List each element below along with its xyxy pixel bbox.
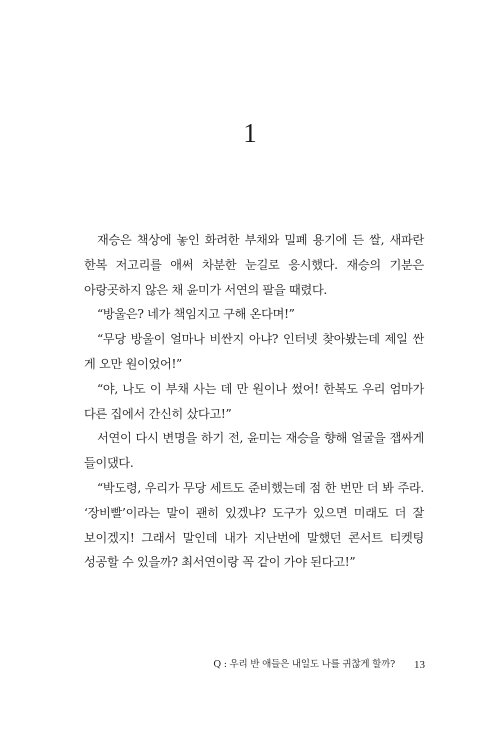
paragraph: 서연이 다시 변명을 하기 전, 윤미는 재승을 향해 얼굴을 잽싸게 들이댔다. xyxy=(84,431,424,471)
chapter-number: 1 xyxy=(243,118,257,148)
paragraph: “방울은? 네가 책임지고 구해 온다며!” xyxy=(97,307,295,322)
paragraph: “무당 방울이 얼마나 비싼지 아냐? 인터넷 찾아봤는데 제일 싼 게 오만 원이었어!” xyxy=(84,332,424,371)
body-text xyxy=(84,228,424,575)
page-number: 13 xyxy=(414,659,425,671)
paragraph: 재승은 책상에 놓인 화려한 부채와 밀폐 용기에 든 쌀, 새파란 한복 저고리를 애써 차분한 눈길로 응시했다. 재승의 기분은 아랑곳하지 않은 채 윤미가 서연의 팔을 때렸다. xyxy=(84,233,424,297)
paragraph: “야, 나도 이 부채 사는 데 만 원이나 썼어! 한복도 우리 엄마가 다른 집에서 간신히 샀다고!” xyxy=(84,381,424,421)
page-footer xyxy=(0,657,425,673)
running-head: Q : 우리 반 애들은 내일도 나를 귀찮게 할까? xyxy=(213,659,395,670)
paragraph: “박도령, 우리가 무당 세트도 준비했는데 점 한 번만 더 봐 주라. ‘장비빨’이라는 말이 괜히 있겠냐? 도구가 있으면 미래도 더 잘 보이겠지! 그래서 말인데 내가 지난번에 말했던 콘서트 티켓팅 성공할 수 있을까? 최서연이랑 꼭 같이 가야 된다고!” xyxy=(84,480,424,570)
